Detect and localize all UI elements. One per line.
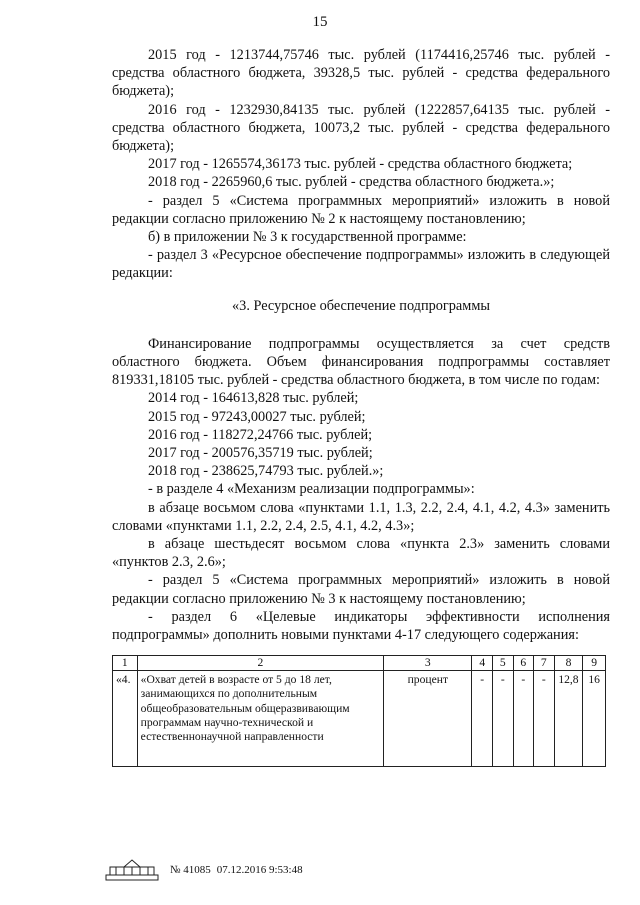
- table-cell: 16: [583, 671, 606, 767]
- table-header-cell: 8: [554, 656, 583, 671]
- paragraph: 2016 год - 1232930,84135 тыс. рублей (1222857,64135 тыс. рублей - средства областного бюджета, 10073,2 тыс. рублей - средства федерального бюджета);: [112, 101, 610, 155]
- paragraph: в абзаце шестьдесят восьмом слова «пункта 2.3» заменить словами «пунктов 2.3, 2.6»;: [112, 536, 610, 571]
- table-cell: «Охват детей в возрасте от 5 до 18 лет, занимающихся по дополнительным общеобразовательным общеразвивающим программам научно-технической и естественнонаучной направленности: [137, 671, 384, 767]
- table-cell: 12,8: [554, 671, 583, 767]
- paragraph: Финансирование подпрограммы осуществляется за счет средств областного бюджета. Объем финансирования подпрограммы составляет 819331,18105 тыс. рублей - средства областного бюджета, в том числе по годам:: [112, 335, 610, 389]
- indicators-table: [112, 655, 606, 767]
- paragraph: 2017 год - 1265574,36173 тыс. рублей - средства областного бюджета;: [148, 156, 573, 173]
- document-timestamp: 07.12.2016 9:53:48: [216, 864, 303, 876]
- table-row: [113, 671, 606, 767]
- page-number: 15: [312, 14, 328, 30]
- document-body: [112, 46, 610, 644]
- paragraph: - раздел 5 «Система программных мероприятий» изложить в новой редакции согласно приложению № 2 к настоящему постановлению;: [112, 192, 610, 227]
- paragraph: - в разделе 4 «Механизм реализации подпрограммы»:: [148, 481, 475, 498]
- document-number: № 41085: [170, 864, 211, 876]
- table-header-cell: 4: [472, 656, 493, 671]
- paragraph: 2018 год - 238625,74793 тыс. рублей.»;: [148, 463, 384, 480]
- table-cell: процент: [384, 671, 472, 767]
- table-cell: -: [513, 671, 534, 767]
- table-cell: «4.: [113, 671, 138, 767]
- paragraph: 2014 год - 164613,828 тыс. рублей;: [148, 390, 359, 407]
- paragraph: 2016 год - 118272,24766 тыс. рублей;: [148, 426, 373, 443]
- footer: [104, 858, 303, 882]
- paragraph: б) в приложении № 3 к государственной программе:: [148, 229, 467, 246]
- table-header-cell: 5: [493, 656, 514, 671]
- table-header-cell: 9: [583, 656, 606, 671]
- paragraph: - раздел 6 «Целевые индикаторы эффективности исполнения подпрограммы» дополнить новыми пунктами 4-17 следующего содержания:: [112, 608, 610, 644]
- table-header-cell: 6: [513, 656, 534, 671]
- table-header-cell: 1: [113, 656, 138, 671]
- section-heading: «3. Ресурсное обеспечение подпрограммы: [232, 297, 490, 314]
- building-emblem-icon: [104, 858, 160, 882]
- table-header-cell: 2: [137, 656, 384, 671]
- table-header-cell: 7: [534, 656, 555, 671]
- paragraph: - раздел 5 «Система программных мероприятий» изложить в новой редакции согласно приложению № 3 к настоящему постановлению;: [112, 572, 610, 607]
- paragraph: 2015 год - 97243,00027 тыс. рублей;: [148, 408, 366, 425]
- paragraph: - раздел 3 «Ресурсное обеспечение подпрограммы» изложить в следующей редакции:: [112, 247, 610, 282]
- table-header-row: [113, 656, 606, 671]
- paragraph: 2017 год - 200576,35719 тыс. рублей;: [148, 445, 373, 462]
- table-cell: -: [472, 671, 493, 767]
- paragraph: 2018 год - 2265960,6 тыс. рублей - средства областного бюджета.»;: [148, 174, 555, 191]
- table-header-cell: 3: [384, 656, 472, 671]
- table-cell: -: [493, 671, 514, 767]
- paragraph: 2015 год - 1213744,75746 тыс. рублей (1174416,25746 тыс. рублей - средства областного бюджета, 39328,5 тыс. рублей - средства федерального бюджета);: [112, 47, 610, 100]
- paragraph: в абзаце восьмом слова «пунктами 1.1, 1.3, 2.2, 2.4, 4.1, 4.2, 4.3» заменить словами «пунктами 1.1, 2.2, 2.4, 2.5, 4.1, 4.2, 4.3»;: [112, 499, 610, 534]
- table-cell: -: [534, 671, 555, 767]
